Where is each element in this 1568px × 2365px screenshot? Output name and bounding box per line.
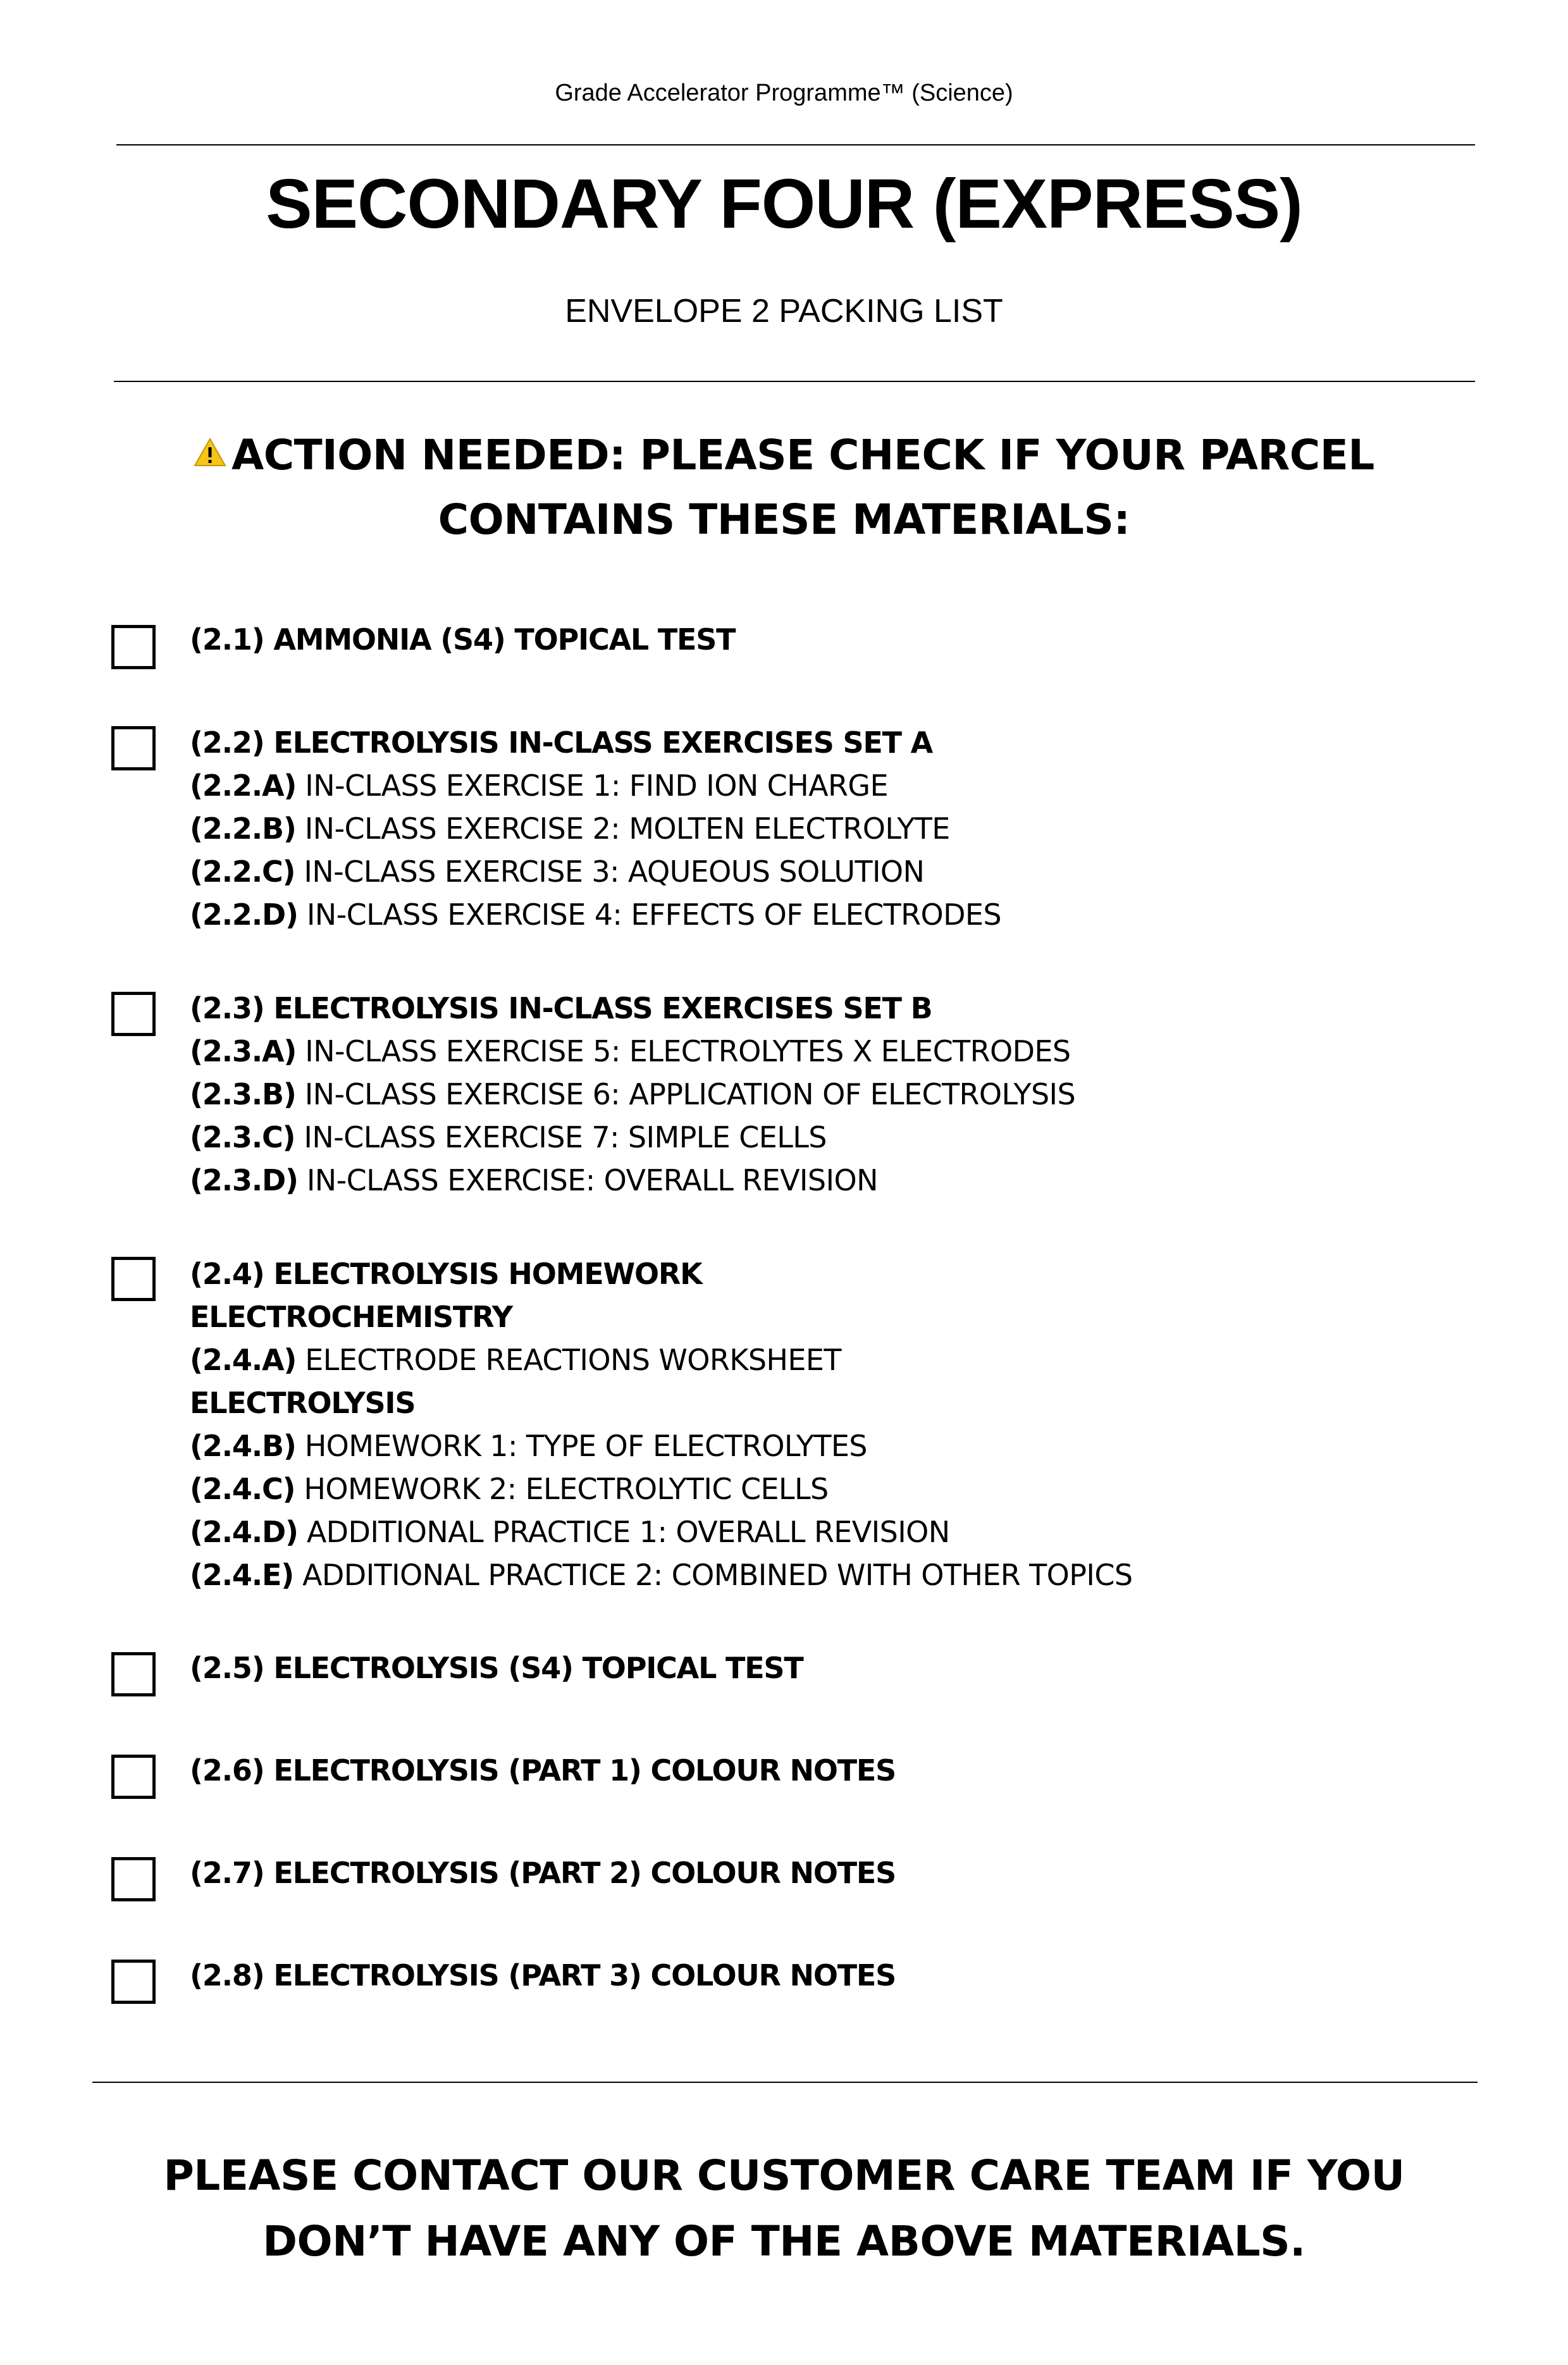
subitem-2-2-a: (2.2.A) IN-CLASS EXERCISE 1: FIND ION CHARGE <box>190 769 888 803</box>
subitem-2-4-a: (2.4.A) ELECTRODE REACTIONS WORKSHEET <box>190 1343 841 1377</box>
item-heading: (2.8) ELECTROLYSIS (PART 3) COLOUR NOTES <box>190 1958 896 1992</box>
checkbox-2-3[interactable] <box>111 992 156 1036</box>
footer-line-1: PLEASE CONTACT OUR CUSTOMER CARE TEAM IF YOU <box>163 2151 1405 2200</box>
checkbox-2-5[interactable] <box>111 1652 156 1696</box>
checkbox-2-4[interactable] <box>111 1257 156 1301</box>
action-line-2: CONTAINS THESE MATERIALS: <box>438 495 1130 544</box>
footer-notice <box>0 2143 1568 2275</box>
checkbox-2-1[interactable] <box>111 625 156 669</box>
footer-line-2: DON’T HAVE ANY OF THE ABOVE MATERIALS. <box>262 2217 1306 2266</box>
subitem-2-4-e: (2.4.E) ADDITIONAL PRACTICE 2: COMBINED WITH OTHER TOPICS <box>190 1558 1133 1592</box>
action-line-1 <box>0 421 1568 488</box>
checkbox-2-6[interactable] <box>111 1755 156 1799</box>
item-heading: (2.1) AMMONIA (S4) TOPICAL TEST <box>190 622 736 657</box>
header-programme: Grade Accelerator Programme™ (Science) <box>555 80 1013 106</box>
divider-top <box>116 144 1475 145</box>
subitem-2-3-b: (2.3.B) IN-CLASS EXERCISE 6: APPLICATION OF ELECTROLYSIS <box>190 1077 1076 1111</box>
page-subtitle: ENVELOPE 2 PACKING LIST <box>565 293 1003 330</box>
divider-bottom <box>92 2082 1478 2083</box>
subitem-2-3-a: (2.3.A) IN-CLASS EXERCISE 5: ELECTROLYTES X ELECTRODES <box>190 1034 1071 1068</box>
section-electrochemistry: ELECTROCHEMISTRY <box>190 1300 512 1334</box>
subitem-2-4-d: (2.4.D) ADDITIONAL PRACTICE 1: OVERALL REVISION <box>190 1515 950 1549</box>
page-title: SECONDARY FOUR (EXPRESS) <box>266 165 1302 243</box>
subitem-2-2-b: (2.2.B) IN-CLASS EXERCISE 2: MOLTEN ELECTROLYTE <box>190 812 950 846</box>
item-heading: (2.2) ELECTROLYSIS IN-CLASS EXERCISES SET A <box>190 726 933 760</box>
subitem-2-2-c: (2.2.C) IN-CLASS EXERCISE 3: AQUEOUS SOLUTION <box>190 855 925 889</box>
item-heading: (2.6) ELECTROLYSIS (PART 1) COLOUR NOTES <box>190 1753 896 1788</box>
section-electrolysis: ELECTROLYSIS <box>190 1386 416 1420</box>
checkbox-2-2[interactable] <box>111 726 156 770</box>
item-heading: (2.7) ELECTROLYSIS (PART 2) COLOUR NOTES <box>190 1856 896 1890</box>
subitem-2-2-d: (2.2.D) IN-CLASS EXERCISE 4: EFFECTS OF ELECTRODES <box>190 898 1001 932</box>
item-heading: (2.3) ELECTROLYSIS IN-CLASS EXERCISES SET B <box>190 991 932 1025</box>
warning-icon <box>194 421 226 450</box>
item-heading: (2.4) ELECTROLYSIS HOMEWORK <box>190 1257 702 1291</box>
subitem-2-4-b: (2.4.B) HOMEWORK 1: TYPE OF ELECTROLYTES <box>190 1429 867 1463</box>
checkbox-2-7[interactable] <box>111 1857 156 1901</box>
subitem-2-4-c: (2.4.C) HOMEWORK 2: ELECTROLYTIC CELLS <box>190 1472 829 1506</box>
divider-under-title <box>114 381 1475 382</box>
subitem-2-3-d: (2.3.D) IN-CLASS EXERCISE: OVERALL REVISION <box>190 1163 878 1197</box>
item-heading: (2.5) ELECTROLYSIS (S4) TOPICAL TEST <box>190 1651 803 1685</box>
action-line-1-text: ACTION NEEDED: PLEASE CHECK IF YOUR PARCEL <box>231 431 1374 479</box>
checkbox-2-8[interactable] <box>111 1960 156 2004</box>
subitem-2-3-c: (2.3.C) IN-CLASS EXERCISE 7: SIMPLE CELLS <box>190 1120 827 1154</box>
action-notice <box>0 421 1568 552</box>
